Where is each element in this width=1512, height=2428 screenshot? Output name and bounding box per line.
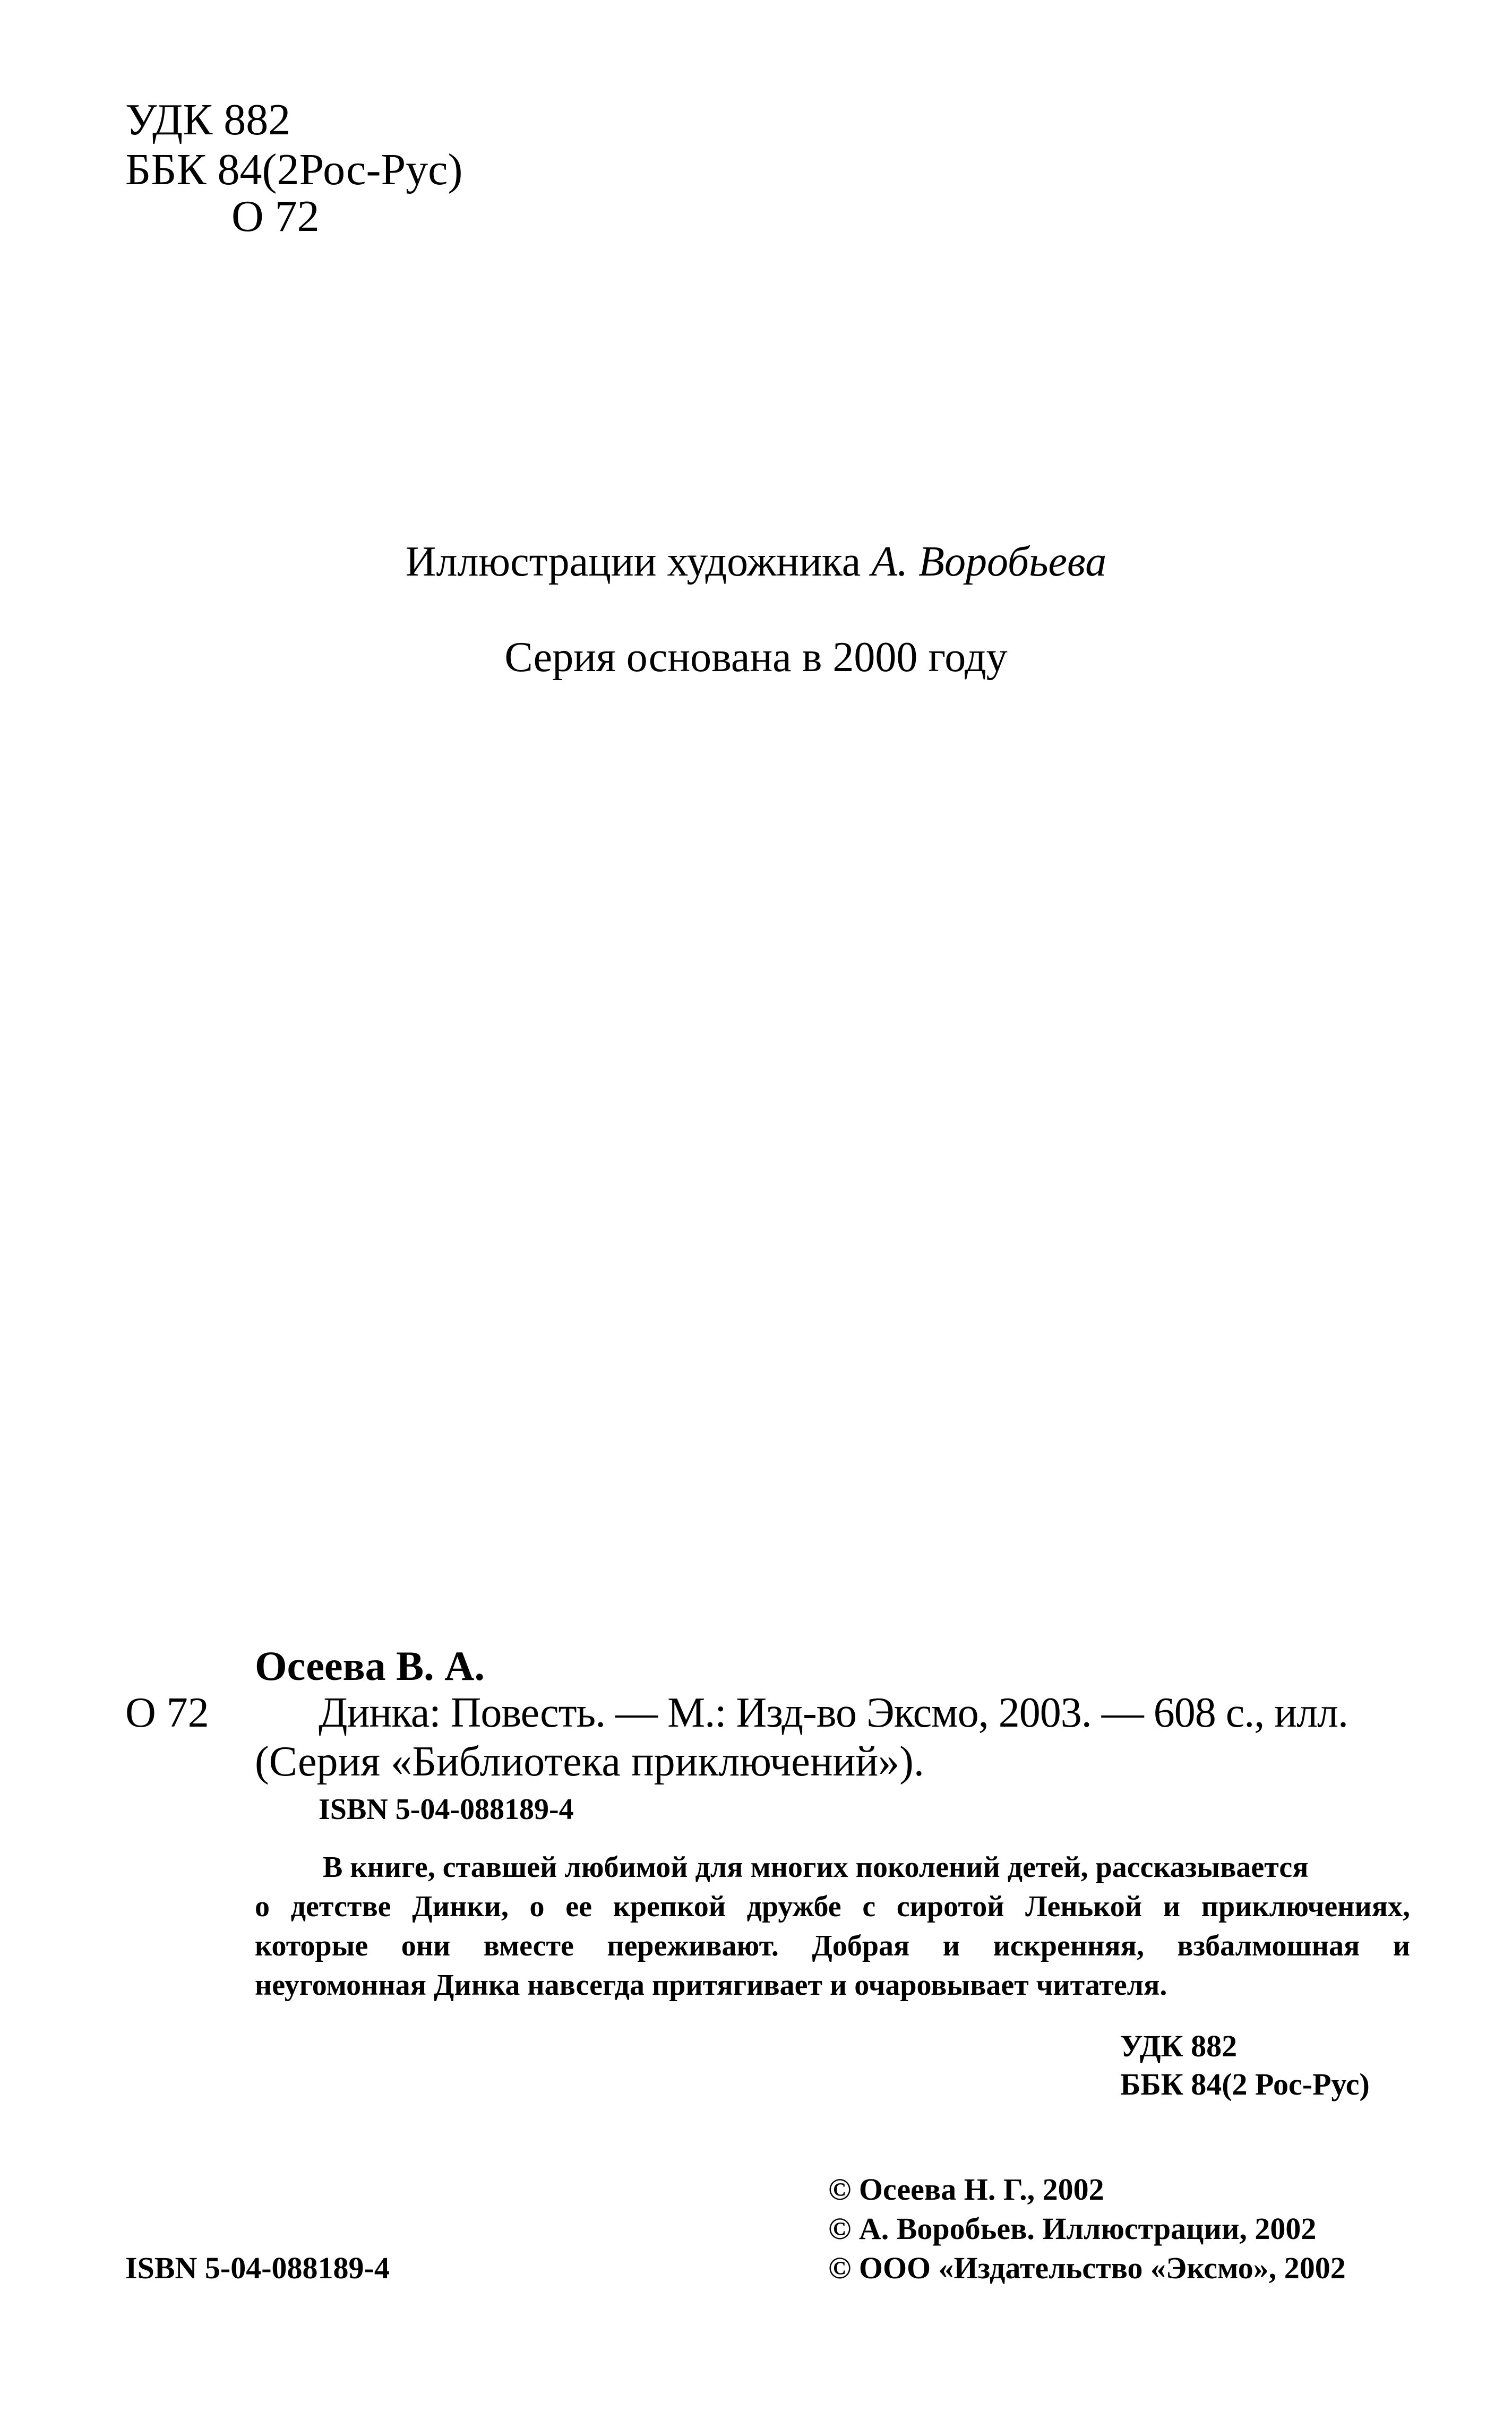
illustrations-prefix: Иллюстрации художника bbox=[405, 538, 861, 585]
udk-top: УДК 882 bbox=[125, 95, 291, 144]
card-series-line: (Серия «Библиотека приключений»). bbox=[255, 1738, 924, 1785]
copyright-author: © Осеева Н. Г., 2002 bbox=[828, 2172, 1104, 2207]
card-title-line: Динка: Повесть. — М.: Изд-во Эксмо, 2003. — 608 с., илл. bbox=[319, 1689, 1348, 1736]
copyright-publisher: © ООО «Издательство «Эксмо», 2002 bbox=[828, 2251, 1346, 2285]
illustrations-credit bbox=[0, 536, 1512, 587]
card-annotation bbox=[255, 1848, 1410, 2005]
footer-isbn: ISBN 5-04-088189-4 bbox=[125, 2251, 390, 2285]
author-mark-top: О 72 bbox=[231, 192, 320, 241]
copyright-illustrations: © А. Воробьев. Иллюстрации, 2002 bbox=[828, 2211, 1317, 2246]
annotation-line-3: которые они вместе переживают. Добрая и искренняя, взбалмошная и bbox=[255, 1929, 1410, 1962]
series-founded: Серия основана в 2000 году bbox=[504, 634, 1008, 681]
annotation-line-2: о детстве Динки, о ее крепкой дружбе с сиротой Ленькой и приключениях, bbox=[255, 1890, 1410, 1923]
annotation-line-4: неугомонная Динка навсегда притягивает и очаровывает читателя. bbox=[255, 1969, 1167, 2002]
card-author: Осеева В. А. bbox=[255, 1643, 485, 1689]
bbk-top: ББК 84(2Рос-Рус) bbox=[125, 145, 463, 194]
illustrations-artist: А. Воробьева bbox=[871, 538, 1107, 585]
card-author-mark: О 72 bbox=[125, 1689, 209, 1736]
card-udk: УДК 882 bbox=[1120, 2029, 1238, 2063]
annotation-line-1: В книге, ставшей любимой для многих поколений детей, рассказывается bbox=[323, 1851, 1309, 1884]
card-isbn: ISBN 5-04-088189-4 bbox=[319, 1793, 574, 1826]
card-bbk: ББК 84(2 Рос-Рус) bbox=[1120, 2067, 1370, 2101]
